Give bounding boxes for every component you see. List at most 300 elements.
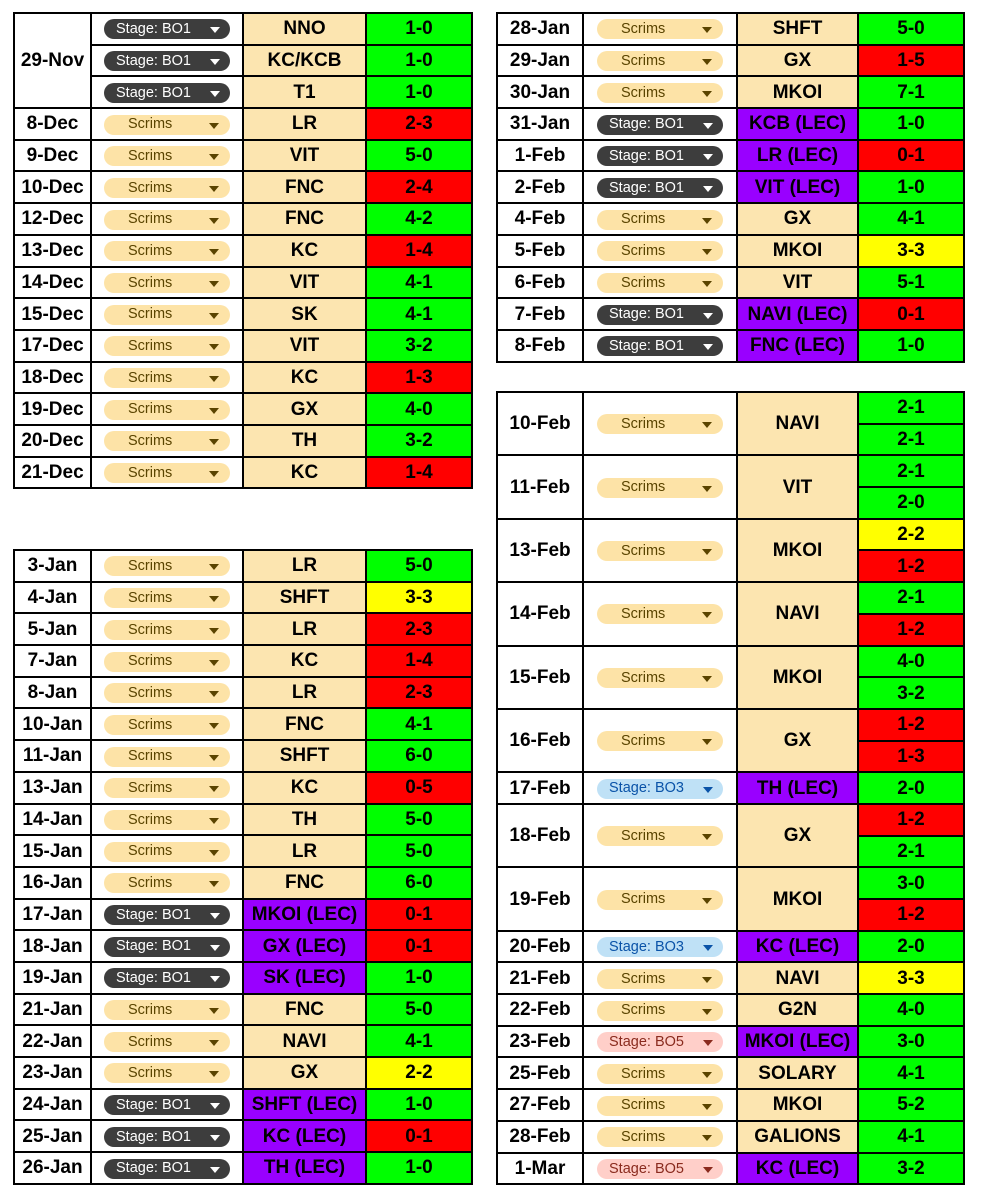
score-cell: 5-0 [366, 140, 472, 172]
match-type-dropdown[interactable] [597, 1159, 723, 1179]
match-type-dropdown[interactable] [104, 1159, 230, 1179]
table-row [14, 804, 472, 836]
score-cell: 1-0 [858, 330, 964, 362]
match-type-dropdown[interactable] [597, 414, 723, 434]
date-cell: 20-Feb [497, 931, 583, 963]
match-type-dropdown[interactable] [104, 1032, 230, 1052]
score-cell: 0-5 [366, 772, 472, 804]
opponent-cell: LR [243, 550, 366, 582]
match-type-label: Stage: BO1 [609, 116, 684, 133]
dropdown-arrow-icon [209, 786, 219, 792]
match-type-cell [583, 1026, 737, 1058]
date-cell: 14-Dec [14, 267, 91, 299]
score-cell: 5-0 [858, 13, 964, 45]
match-type-dropdown[interactable] [597, 779, 723, 799]
match-type-label: Scrims [621, 970, 666, 987]
match-type-dropdown[interactable] [597, 604, 723, 624]
date-cell: 13-Jan [14, 772, 91, 804]
table-row [497, 1089, 964, 1121]
dropdown-arrow-icon [209, 1040, 219, 1046]
opponent-cell: TH (LEC) [737, 772, 858, 804]
match-type-label: Scrims [621, 52, 666, 69]
match-type-dropdown[interactable] [597, 241, 723, 261]
date-cell: 17-Feb [497, 772, 583, 804]
opponent-cell: SHFT [737, 13, 858, 45]
match-type-cell [91, 835, 243, 867]
dropdown-arrow-icon [209, 344, 219, 350]
opponent-cell: LR [243, 613, 366, 645]
match-type-cell [583, 582, 737, 645]
dropdown-arrow-icon [702, 59, 712, 65]
dropdown-arrow-icon [209, 408, 219, 414]
table-row [497, 962, 964, 994]
table-row [14, 645, 472, 677]
match-type-dropdown[interactable] [104, 747, 230, 767]
score-cell: 5-0 [366, 835, 472, 867]
opponent-cell: SOLARY [737, 1057, 858, 1089]
match-type-label: Scrims [621, 1065, 666, 1082]
match-type-dropdown[interactable] [104, 810, 230, 830]
score-cell: 5-0 [366, 994, 472, 1026]
match-type-label: Scrims [621, 211, 666, 228]
match-type-dropdown[interactable] [104, 146, 230, 166]
table-row [497, 235, 964, 267]
table-row [497, 455, 964, 487]
match-type-cell [91, 1089, 243, 1121]
opponent-cell: GX [737, 804, 858, 867]
match-type-dropdown[interactable] [597, 1001, 723, 1021]
match-type-dropdown[interactable] [104, 905, 230, 925]
opponent-cell: VIT (LEC) [737, 171, 858, 203]
match-type-dropdown[interactable] [597, 478, 723, 498]
score-cell: 1-4 [366, 645, 472, 677]
match-type-cell [91, 76, 243, 108]
dropdown-arrow-icon [703, 1040, 713, 1046]
opponent-cell: KCB (LEC) [737, 108, 858, 140]
date-cell: 18-Feb [497, 804, 583, 867]
dropdown-arrow-icon [703, 186, 713, 192]
match-type-dropdown[interactable] [104, 968, 230, 988]
match-type-dropdown[interactable] [597, 937, 723, 957]
score-cell: 0-1 [366, 899, 472, 931]
date-cell: 19-Dec [14, 393, 91, 425]
match-type-label: Scrims [621, 669, 666, 686]
table-row [497, 1153, 964, 1185]
schedule-table-late-jan-feb [496, 12, 965, 363]
match-type-label: Stage: BO1 [609, 147, 684, 164]
table-row [14, 171, 472, 203]
match-type-cell [583, 108, 737, 140]
match-type-cell [91, 330, 243, 362]
opponent-cell: GX [243, 393, 366, 425]
score-cell: 1-0 [366, 1089, 472, 1121]
match-type-cell [91, 1057, 243, 1089]
match-type-label: Scrims [128, 338, 173, 355]
score-cell: 1-0 [858, 171, 964, 203]
opponent-cell: G2N [737, 994, 858, 1026]
match-type-dropdown[interactable] [597, 336, 723, 356]
table-row [497, 994, 964, 1026]
match-type-cell [91, 393, 243, 425]
match-type-dropdown[interactable] [104, 273, 230, 293]
match-type-cell [91, 235, 243, 267]
match-type-label: Scrims [128, 433, 173, 450]
table-row [14, 108, 472, 140]
match-type-label: Scrims [128, 875, 173, 892]
table-row [497, 519, 964, 551]
dropdown-arrow-icon [702, 281, 712, 287]
match-type-cell [91, 203, 243, 235]
date-cell: 19-Jan [14, 962, 91, 994]
match-type-dropdown[interactable] [104, 368, 230, 388]
score-cell: 4-2 [366, 203, 472, 235]
dropdown-arrow-icon [703, 313, 713, 319]
match-type-label: Stage: BO3 [609, 938, 684, 955]
match-type-cell [91, 298, 243, 330]
table-row [14, 425, 472, 457]
date-cell: 12-Dec [14, 203, 91, 235]
table-row [497, 330, 964, 362]
match-type-cell [91, 804, 243, 836]
opponent-cell: LR [243, 835, 366, 867]
match-type-dropdown[interactable] [104, 463, 230, 483]
match-type-dropdown[interactable] [597, 210, 723, 230]
date-cell: 9-Dec [14, 140, 91, 172]
opponent-cell: GX [737, 203, 858, 235]
dropdown-arrow-icon [209, 691, 219, 697]
date-cell: 13-Feb [497, 519, 583, 582]
score-cell: 1-0 [366, 962, 472, 994]
dropdown-arrow-icon [209, 755, 219, 761]
date-cell: 2-Feb [497, 171, 583, 203]
dropdown-arrow-icon [209, 154, 219, 160]
match-type-label: Stage: BO1 [609, 338, 684, 355]
opponent-cell: SK (LEC) [243, 962, 366, 994]
match-type-cell [583, 45, 737, 77]
match-type-label: Stage: BO1 [116, 1128, 191, 1145]
date-cell: 29-Jan [497, 45, 583, 77]
match-type-dropdown[interactable] [104, 715, 230, 735]
opponent-cell: NNO [243, 13, 366, 45]
match-type-dropdown[interactable] [104, 241, 230, 261]
match-type-dropdown[interactable] [597, 731, 723, 751]
dropdown-arrow-icon [209, 123, 219, 129]
opponent-cell: GX [737, 709, 858, 772]
opponent-cell: TH [243, 425, 366, 457]
score-cell: 2-1 [858, 424, 964, 456]
score-cell: 2-0 [858, 487, 964, 519]
dropdown-arrow-icon [210, 1167, 220, 1173]
dropdown-arrow-icon [702, 739, 712, 745]
table-row [497, 772, 964, 804]
match-type-label: Scrims [128, 684, 173, 701]
score-cell: 1-0 [366, 76, 472, 108]
match-type-dropdown[interactable] [597, 1127, 723, 1147]
table-row [14, 677, 472, 709]
match-type-dropdown[interactable] [104, 210, 230, 230]
match-type-dropdown[interactable] [104, 305, 230, 325]
match-type-label: Scrims [128, 843, 173, 860]
match-type-dropdown[interactable] [104, 683, 230, 703]
match-type-dropdown[interactable] [597, 178, 723, 198]
match-type-dropdown[interactable] [597, 51, 723, 71]
table-row [497, 1057, 964, 1089]
match-type-label: Scrims [621, 479, 666, 496]
match-type-cell [583, 519, 737, 582]
date-cell: 21-Feb [497, 962, 583, 994]
match-type-cell [583, 867, 737, 930]
table-row [497, 1121, 964, 1153]
match-type-dropdown[interactable] [597, 273, 723, 293]
date-cell: 29-Nov [14, 13, 91, 108]
match-type-dropdown[interactable] [597, 1032, 723, 1052]
date-cell: 4-Jan [14, 582, 91, 614]
score-cell: 1-2 [858, 709, 964, 741]
match-type-label: Scrims [128, 274, 173, 291]
table-row [14, 740, 472, 772]
dropdown-arrow-icon [702, 486, 712, 492]
date-cell: 4-Feb [497, 203, 583, 235]
opponent-cell: MKOI [737, 646, 858, 709]
match-type-cell [91, 613, 243, 645]
dropdown-arrow-icon [209, 881, 219, 887]
score-cell: 3-2 [366, 425, 472, 457]
match-type-dropdown[interactable] [104, 1000, 230, 1020]
match-type-label: Scrims [128, 558, 173, 575]
schedule-table-jan [13, 549, 473, 1185]
match-type-cell [91, 550, 243, 582]
table-row [14, 962, 472, 994]
opponent-cell: SHFT [243, 740, 366, 772]
dropdown-arrow-icon [209, 660, 219, 666]
table-row [14, 613, 472, 645]
opponent-cell: LR [243, 677, 366, 709]
opponent-cell: VIT [243, 140, 366, 172]
opponent-cell: T1 [243, 76, 366, 108]
dropdown-arrow-icon [703, 945, 713, 951]
table-row [14, 1057, 472, 1089]
date-cell: 31-Jan [497, 108, 583, 140]
match-type-dropdown[interactable] [104, 178, 230, 198]
table-row [14, 267, 472, 299]
match-type-dropdown[interactable] [104, 1063, 230, 1083]
match-type-label: Scrims [621, 1097, 666, 1114]
dropdown-arrow-icon [209, 564, 219, 570]
match-type-dropdown[interactable] [104, 431, 230, 451]
score-cell: 5-0 [366, 804, 472, 836]
dropdown-arrow-icon [210, 59, 220, 65]
match-type-dropdown[interactable] [104, 588, 230, 608]
opponent-cell: SHFT (LEC) [243, 1089, 366, 1121]
date-cell: 25-Feb [497, 1057, 583, 1089]
match-type-cell [91, 867, 243, 899]
match-type-dropdown[interactable] [597, 1064, 723, 1084]
table-row [14, 550, 472, 582]
dropdown-arrow-icon [210, 913, 220, 919]
opponent-cell: KC [243, 235, 366, 267]
date-cell: 1-Mar [497, 1153, 583, 1185]
score-cell: 0-1 [366, 930, 472, 962]
match-type-dropdown[interactable] [104, 51, 230, 71]
dropdown-arrow-icon [209, 376, 219, 382]
date-cell: 23-Feb [497, 1026, 583, 1058]
dropdown-arrow-icon [209, 628, 219, 634]
score-cell: 2-1 [858, 455, 964, 487]
opponent-cell: KC (LEC) [243, 1120, 366, 1152]
match-type-label: Stage: BO1 [116, 1160, 191, 1177]
score-cell: 0-1 [858, 140, 964, 172]
match-type-dropdown[interactable] [597, 19, 723, 39]
match-type-cell [583, 455, 737, 518]
match-type-dropdown[interactable] [597, 541, 723, 561]
score-cell: 1-0 [858, 108, 964, 140]
match-type-label: Scrims [621, 891, 666, 908]
match-type-cell [91, 108, 243, 140]
match-type-dropdown[interactable] [104, 115, 230, 135]
dropdown-arrow-icon [210, 976, 220, 982]
match-type-cell [583, 298, 737, 330]
match-type-cell [583, 646, 737, 709]
match-type-cell [91, 362, 243, 394]
match-type-label: Stage: BO3 [609, 780, 684, 797]
dropdown-arrow-icon [209, 218, 219, 224]
score-cell: 1-4 [366, 457, 472, 489]
score-cell: 3-3 [366, 582, 472, 614]
match-type-label: Scrims [128, 464, 173, 481]
opponent-cell: MKOI [737, 76, 858, 108]
match-type-dropdown[interactable] [597, 969, 723, 989]
match-type-label: Scrims [128, 780, 173, 797]
dropdown-arrow-icon [210, 27, 220, 33]
match-type-dropdown[interactable] [104, 19, 230, 39]
match-type-cell [91, 457, 243, 489]
match-type-label: Scrims [621, 274, 666, 291]
date-cell: 14-Jan [14, 804, 91, 836]
opponent-cell: VIT [243, 330, 366, 362]
match-type-dropdown[interactable] [104, 937, 230, 957]
dropdown-arrow-icon [210, 1135, 220, 1141]
match-type-dropdown[interactable] [104, 83, 230, 103]
table-row [497, 931, 964, 963]
opponent-cell: NAVI [243, 1025, 366, 1057]
match-type-label: Scrims [128, 716, 173, 733]
date-cell: 21-Jan [14, 994, 91, 1026]
score-cell: 3-2 [366, 330, 472, 362]
opponent-cell: NAVI [737, 962, 858, 994]
score-cell: 2-2 [858, 519, 964, 551]
match-type-dropdown[interactable] [104, 556, 230, 576]
match-type-dropdown[interactable] [597, 826, 723, 846]
table-row [497, 267, 964, 299]
dropdown-arrow-icon [702, 218, 712, 224]
match-type-dropdown[interactable] [597, 83, 723, 103]
match-type-dropdown[interactable] [104, 336, 230, 356]
score-cell: 4-1 [858, 203, 964, 235]
opponent-cell: KC [243, 772, 366, 804]
match-type-dropdown[interactable] [597, 1096, 723, 1116]
match-type-dropdown[interactable] [104, 778, 230, 798]
match-type-label: Stage: BO1 [116, 938, 191, 955]
match-type-dropdown[interactable] [104, 873, 230, 893]
date-cell: 1-Feb [497, 140, 583, 172]
match-type-dropdown[interactable] [104, 1127, 230, 1147]
match-type-cell [91, 994, 243, 1026]
table-row [497, 76, 964, 108]
opponent-cell: GX [243, 1057, 366, 1089]
table-row [497, 804, 964, 836]
score-cell: 7-1 [858, 76, 964, 108]
date-cell: 13-Dec [14, 235, 91, 267]
table-row [14, 393, 472, 425]
dropdown-arrow-icon [209, 249, 219, 255]
opponent-cell: VIT [243, 267, 366, 299]
dropdown-arrow-icon [702, 91, 712, 97]
dropdown-arrow-icon [209, 281, 219, 287]
dropdown-arrow-icon [209, 1008, 219, 1014]
table-row [14, 1089, 472, 1121]
table-row [14, 835, 472, 867]
dropdown-arrow-icon [702, 898, 712, 904]
score-cell: 3-2 [858, 1153, 964, 1185]
match-type-dropdown[interactable] [597, 305, 723, 325]
table-row [14, 772, 472, 804]
match-type-dropdown[interactable] [104, 1095, 230, 1115]
score-cell: 1-0 [366, 13, 472, 45]
match-type-cell [91, 425, 243, 457]
match-type-dropdown[interactable] [597, 668, 723, 688]
dropdown-arrow-icon [209, 596, 219, 602]
date-cell: 17-Dec [14, 330, 91, 362]
table-row [14, 1152, 472, 1184]
match-type-cell [583, 772, 737, 804]
match-type-cell [583, 330, 737, 362]
opponent-cell: TH (LEC) [243, 1152, 366, 1184]
score-cell: 1-0 [366, 45, 472, 77]
date-cell: 23-Jan [14, 1057, 91, 1089]
score-cell: 2-1 [858, 392, 964, 424]
table-row [14, 330, 472, 362]
table-row [14, 708, 472, 740]
match-type-dropdown[interactable] [104, 400, 230, 420]
match-type-dropdown[interactable] [597, 115, 723, 135]
score-cell: 0-1 [366, 1120, 472, 1152]
score-cell: 4-1 [858, 1121, 964, 1153]
match-type-dropdown[interactable] [104, 620, 230, 640]
match-type-dropdown[interactable] [597, 146, 723, 166]
opponent-cell: MKOI (LEC) [737, 1026, 858, 1058]
date-cell: 22-Jan [14, 1025, 91, 1057]
dropdown-arrow-icon [210, 945, 220, 951]
score-cell: 6-0 [366, 740, 472, 772]
match-type-dropdown[interactable] [104, 652, 230, 672]
table-row [497, 140, 964, 172]
dropdown-arrow-icon [702, 676, 712, 682]
table-row [497, 867, 964, 899]
match-type-cell [91, 708, 243, 740]
match-type-cell [91, 267, 243, 299]
table-row [497, 1026, 964, 1058]
score-cell: 4-0 [858, 994, 964, 1026]
score-cell: 2-0 [858, 931, 964, 963]
match-type-dropdown[interactable] [597, 890, 723, 910]
match-type-label: Scrims [621, 1129, 666, 1146]
dropdown-arrow-icon [703, 1167, 713, 1173]
date-cell: 28-Jan [497, 13, 583, 45]
score-cell: 5-2 [858, 1089, 964, 1121]
match-type-dropdown[interactable] [104, 842, 230, 862]
score-cell: 3-0 [858, 1026, 964, 1058]
dropdown-arrow-icon [209, 850, 219, 856]
